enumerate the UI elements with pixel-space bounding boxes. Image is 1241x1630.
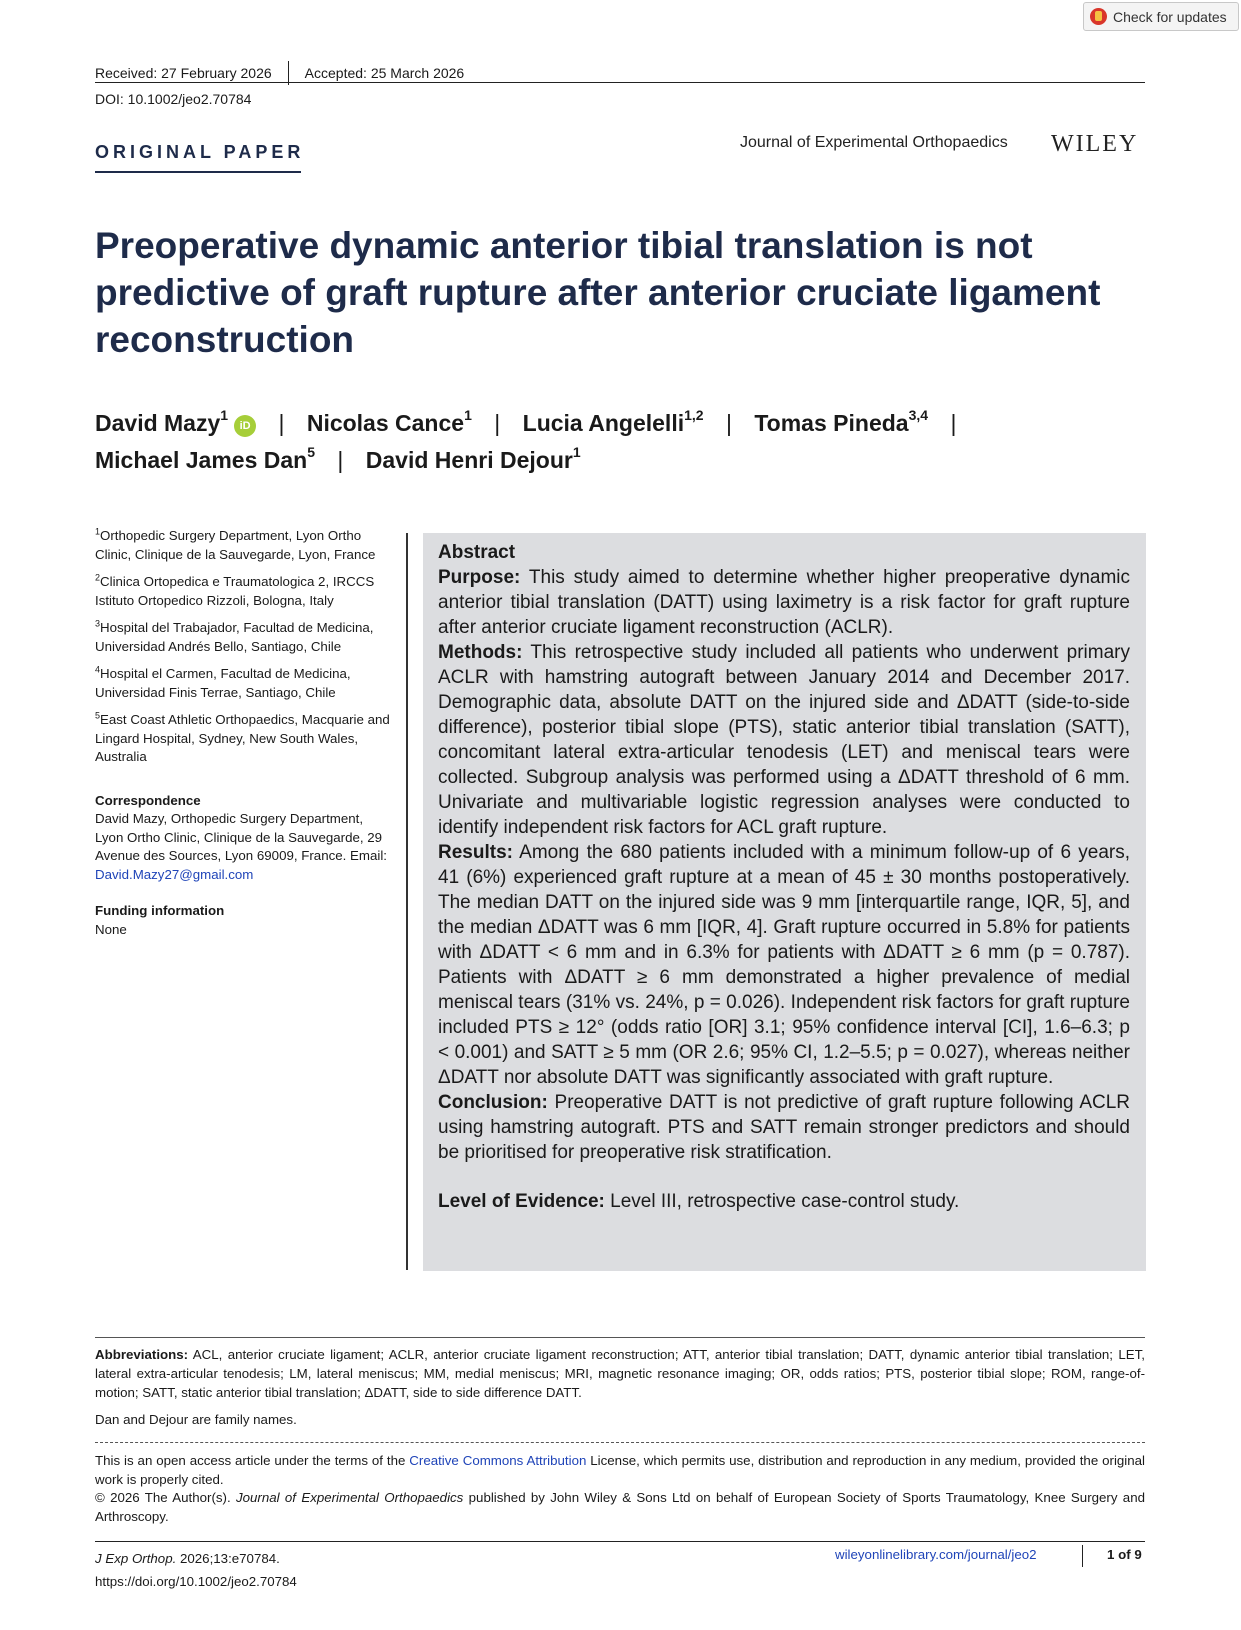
author-name: Lucia Angelelli xyxy=(522,410,685,436)
journal-name: Journal of Experimental Orthopaedics xyxy=(740,134,1008,151)
abstract-level xyxy=(438,1189,1130,1214)
license-post: License, which permits use, distribution and reproduction in any medium, provided the original work is properly cited. xyxy=(95,1453,1145,1487)
funding-heading: Funding information xyxy=(95,903,225,918)
abbreviations xyxy=(95,1345,1145,1402)
abstract-heading: Abstract xyxy=(438,542,516,563)
author-name: Michael James Dan xyxy=(95,447,308,473)
email-label: Email: xyxy=(350,848,387,863)
abstract-methods xyxy=(438,640,1130,840)
author-name: Nicolas Cance xyxy=(306,410,465,436)
author-separator: | xyxy=(725,410,732,436)
level-label: Level of Evidence: xyxy=(438,1191,605,1212)
affiliation-text: Hospital del Trabajador, Facultad de Medicina, Universidad Andrés Bello, Santiago, Chile xyxy=(95,620,374,654)
author-separator: | xyxy=(950,410,957,436)
author-name: David Henri Dejour xyxy=(365,447,573,473)
affiliation-item xyxy=(95,527,395,564)
conclusion-label: Conclusion: xyxy=(438,1092,548,1113)
affiliation-number: 3 xyxy=(95,618,101,629)
methods-label: Methods: xyxy=(438,642,523,663)
affiliation-text: East Coast Athletic Orthopaedics, Macquarie and Lingard Hospital, Sydney, New South Wales, Australia xyxy=(95,712,390,764)
check-for-updates-button[interactable] xyxy=(1083,2,1239,31)
results-text: Among the 680 patients included with a minimum follow-up of 6 years, 41 (6%) experienced graft rupture at a mean of 45 ± 30 months postoperatively. The median DATT on the injured side was 9 mm [interquartile range, IQR, 5], and the median ΔDATT was 6 mm [IQR, 4]. Graft rupture occurred in 5.8% for patients with ΔDATT < 6 mm and in 6.3% for patients with ΔDATT ≥ 6 mm (p = 0.787). Patients with ΔDATT ≥ 6 mm demonstrated a higher prevalence of medial meniscal tears (31% vs. 24%, p = 0.026). Independent risk factors for graft rupture included PTS ≥ 12° (odds ratio [OR] 3.1; 95% confidence interval [CI], 1.6–6.3; p < 0.001) and SATT ≥ 5 mm (OR 2.6; 95% CI, 1.2–5.5; p = 0.027), whereas neither ΔDATT nor absolute DATT was significantly associated with graft rupture. xyxy=(438,842,1130,1088)
abstract-box xyxy=(423,533,1146,1271)
abbreviations-text: ACL, anterior cruciate ligament; ACLR, anterior cruciate ligament reconstruction; ATT, anterior tibial translation; DATT, dynamic anterior tibial translation; LET, lateral extra-articular tenodesis; LM, lateral meniscus; MM, medial meniscus; MRI, magnetic resonance imaging; OR, odds ratios; PTS, posterior tibial slope; ROM, range-of-motion; SATT, static anterior tibial translation; ΔDATT, side to side difference DATT. xyxy=(95,1347,1145,1400)
orcid-icon[interactable]: iD xyxy=(234,415,256,437)
copyright-journal: Journal of Experimental Orthopaedics xyxy=(235,1490,464,1505)
author-list xyxy=(95,405,1155,479)
author-affil-ref: 1,2 xyxy=(684,407,704,424)
publisher-logo: WILEY xyxy=(1051,131,1139,157)
author-name: David Mazy xyxy=(95,410,221,436)
affiliations-column xyxy=(95,527,395,939)
abstract-results xyxy=(438,840,1130,1090)
abstract-conclusion xyxy=(438,1090,1130,1165)
correspondence-text xyxy=(95,810,395,884)
license-divider xyxy=(95,1442,1145,1443)
header-rule xyxy=(95,82,1145,83)
cc-license-link[interactable]: Creative Commons Attribution xyxy=(409,1453,587,1468)
check-for-updates-label: Check for updates xyxy=(1113,8,1227,25)
abstract-purpose xyxy=(438,565,1130,640)
author-separator: | xyxy=(337,447,344,473)
affiliation-item xyxy=(95,619,395,656)
footnote-rule xyxy=(95,1337,1145,1338)
author-affil-ref: 1 xyxy=(464,407,472,424)
affiliation-number: 5 xyxy=(95,710,101,721)
section-label: ORIGINAL PAPER xyxy=(95,142,305,162)
author-separator: | xyxy=(278,410,285,436)
affiliation-item xyxy=(95,665,395,702)
affiliation-number: 4 xyxy=(95,664,101,675)
footer-divider xyxy=(1082,1545,1083,1567)
paper-title: Preoperative dynamic anterior tibial translation is not predictive of graft rupture after anterior cruciate ligament reconstruction xyxy=(95,225,1101,360)
received-date: Received: 27 February 2026 xyxy=(95,65,272,81)
affiliation-item xyxy=(95,573,395,610)
license-pre: This is an open access article under the terms of the xyxy=(95,1453,406,1468)
doi: DOI: 10.1002/jeo2.70784 xyxy=(95,91,252,107)
conclusion-text: Preoperative DATT is not predictive of graft rupture following ACLR using hamstring autograft. PTS and SATT remain stronger predictors and should be prioritised for preoperative risk stratification. xyxy=(438,1092,1131,1163)
copyright-note xyxy=(95,1488,1145,1526)
journal-site-link[interactable]: wileyonlinelibrary.com/journal/jeo2 xyxy=(835,1547,1037,1562)
email-link[interactable]: David.Mazy27@gmail.com xyxy=(95,866,254,882)
author-affil-ref: 3,4 xyxy=(908,407,929,424)
correspondence-address: David Mazy, Orthopedic Surgery Department, Lyon Ortho Clinic, Clinique de la Sauvegarde, 29 Avenue des Sources, Lyon 69009, France. xyxy=(95,811,383,863)
license-note xyxy=(95,1451,1145,1489)
purpose-text: This study aimed to determine whether higher preoperative dynamic anterior tibial translation (DATT) using laximetry is a risk factor for graft rupture after anterior cruciate ligament reconstruction (ACLR). xyxy=(438,567,1131,638)
footer-doi-link[interactable]: https://doi.org/10.1002/jeo2.70784 xyxy=(95,1574,297,1589)
abbreviations-label: Abbreviations: xyxy=(95,1347,189,1362)
footer-citation xyxy=(95,1547,297,1593)
affiliation-number: 1 xyxy=(95,526,101,537)
page-number: 1 of 9 xyxy=(1107,1547,1142,1562)
affiliation-item xyxy=(95,711,395,767)
citation-volume: 2026;13:e70784. xyxy=(180,1551,280,1566)
level-text: Level III, retrospective case-control study. xyxy=(610,1191,960,1212)
section-underline xyxy=(95,171,301,173)
affiliation-text: Hospital el Carmen, Facultad de Medicina, Universidad Finis Terrae, Santiago, Chile xyxy=(95,666,351,700)
affiliation-text: Orthopedic Surgery Department, Lyon Ortho Clinic, Clinique de la Sauvegarde, Lyon, France xyxy=(95,528,376,562)
accepted-date: Accepted: 25 March 2026 xyxy=(304,65,465,81)
author-separator: | xyxy=(494,410,501,436)
author-affil-ref: 1 xyxy=(220,407,229,424)
affiliation-text: Clinica Ortopedica e Traumatologica 2, IRCCS Istituto Ortopedico Rizzoli, Bologna, Italy xyxy=(95,574,375,608)
abstract-divider xyxy=(406,533,408,1270)
affiliation-number: 2 xyxy=(95,572,101,583)
correspondence-heading: Correspondence xyxy=(95,792,201,808)
footer-rule xyxy=(95,1541,1145,1542)
results-label: Results: xyxy=(438,842,513,863)
crossmark-icon xyxy=(1090,8,1107,25)
purpose-label: Purpose: xyxy=(438,567,521,588)
family-names-note: Dan and Dejour are family names. xyxy=(95,1412,297,1427)
author-affil-ref: 1 xyxy=(572,444,581,461)
author-name: Tomas Pineda xyxy=(754,410,909,436)
methods-text: This retrospective study included all patients who underwent primary ACLR with hamstring autograft between January 2014 and December 2017. Demographic data, absolute DATT on the injured side and ΔDATT (side-to-side difference), posterior tibial slope (PTS), static anterior tibial translation (SATT), concomitant lateral extra-articular tenodesis (LET) and meniscal tears were collected. Subgroup analysis was performed using a ΔDATT threshold of 6 mm. Univariate and multivariable logistic regression analyses were conducted to identify independent risk factors for ACL graft rupture. xyxy=(438,642,1131,838)
citation-journal: J Exp Orthop. xyxy=(95,1551,177,1566)
copyright-pre: © 2026 The Author(s). xyxy=(95,1490,231,1505)
author-affil-ref: 5 xyxy=(307,444,316,461)
funding-text: None xyxy=(95,921,127,937)
copyright-post: published by John Wiley & Sons Ltd on behalf of European Society of Sports Traumatology, Knee Surgery and Arthroscopy. xyxy=(95,1490,1145,1524)
